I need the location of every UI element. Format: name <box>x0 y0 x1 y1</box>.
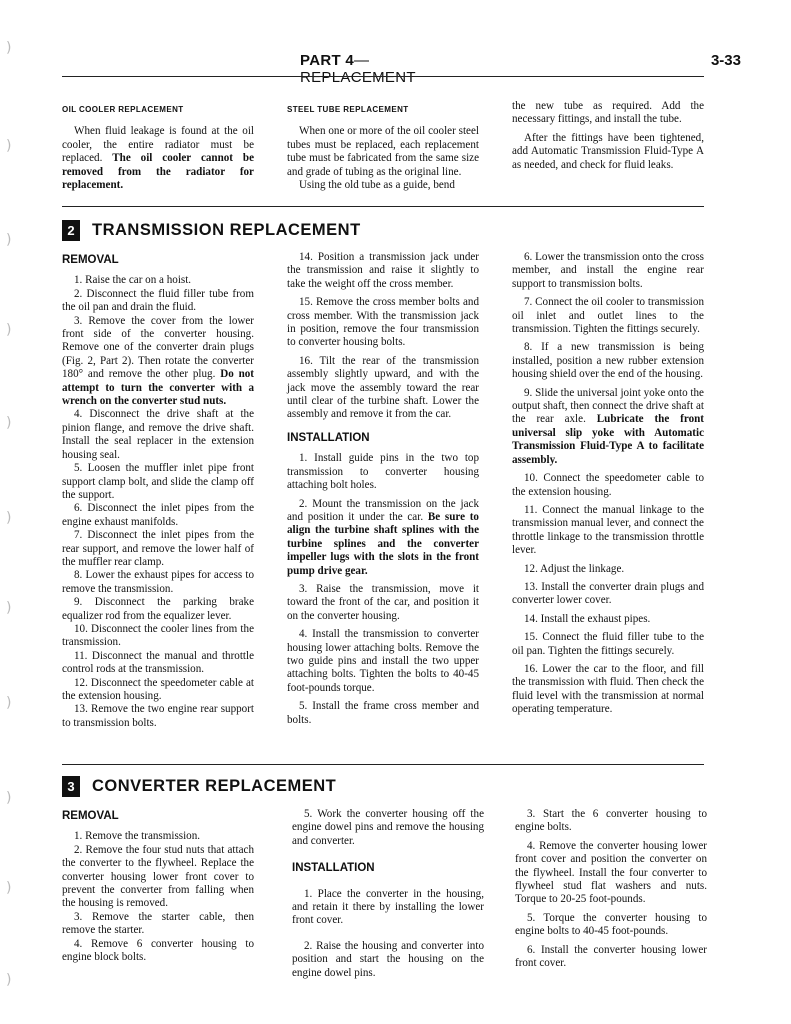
binder-punch-mark: ) <box>6 695 12 711</box>
step-paragraph: 15. Remove the cross member bolts and cross member. With the transmission jack in position, remove the four transmission to converter housing bolts. <box>287 296 479 349</box>
oil-cooler-paragraph: When fluid leakage is found at the oil cooler, the entire radiator must be replaced. The oil cooler cannot be removed from the radiator for replacement. <box>62 125 254 192</box>
transmission-removal-heading: REMOVAL <box>62 254 119 266</box>
step-paragraph: 13. Remove the two engine rear support to transmission bolts. <box>62 703 254 729</box>
step-paragraph: 2. Mount the transmission on the jack and position it under the car. Be sure to align the turbine shaft splines with the turbine splines and the converter impeller lugs with the slots in the front pump drive gear. <box>287 497 479 577</box>
binder-punch-mark: ) <box>6 40 12 56</box>
step-paragraph: 5. Loosen the muffler inlet pipe front support clamp bolt, and slide the clamp off the support. <box>62 462 254 501</box>
binder-punch-mark: ) <box>6 510 12 526</box>
step-paragraph: 1. Remove the transmission. <box>74 830 201 843</box>
steel-tube-paragraph-2: Using the old tube as a guide, bend <box>299 179 455 192</box>
oil-cooler-heading: OIL COOLER REPLACEMENT <box>62 105 184 114</box>
step-paragraph: 10. Connect the speedometer cable to the extension housing. <box>512 472 704 498</box>
step-paragraph: 5. Work the converter housing off the engine dowel pins and remove the housing and converter. <box>292 808 484 847</box>
step-paragraph: 4. Disconnect the drive shaft at the pinion flange, and remove the drive shaft. Install the seal replacer in the extension housing seal. <box>62 408 254 461</box>
section-3-title: CONVERTER REPLACEMENT <box>92 777 337 795</box>
step-paragraph: 3. Remove the starter cable, then remove the starter. <box>62 910 254 937</box>
step-paragraph: 4. Install the transmission to converter housing lower attaching bolts. Remove the two guide pins and install the two upper attaching bolts. Tighten the bolts to 40-45 foot-pounds torque. <box>287 628 479 694</box>
binder-punch-mark: ) <box>6 232 12 248</box>
step-paragraph: 13. Install the converter drain plugs and converter lower cover. <box>512 580 704 607</box>
step-paragraph: 9. Disconnect the parking brake equalizer rod from the equalizer lever. <box>62 596 254 622</box>
transmission-installation-continued-column <box>512 251 704 722</box>
page-header-title <box>300 52 480 86</box>
part-label: PART 4 <box>300 52 355 69</box>
binder-punch-mark: ) <box>6 600 12 616</box>
step-paragraph: 4. Remove 6 converter housing to engine block bolts. <box>62 937 254 964</box>
step-paragraph: 1. Install guide pins in the two top transmission to converter housing attaching bolt holes. <box>287 452 479 492</box>
step-paragraph: 7. Connect the oil cooler to transmission oil inlet and outlet lines to the transmission. Tighten the fittings securely. <box>512 296 704 336</box>
page-number: 3-33 <box>710 52 741 69</box>
step-paragraph: 1. Raise the car on a hoist. <box>74 274 192 287</box>
part-title: —REPLACEMENT <box>300 52 416 86</box>
step-paragraph: 3. Remove the cover from the lower front side of the converter housing. Remove one of the converter drain plugs (Fig. 2, Part 2). Then rotate the converter 180° and remove the other plug. Do not attempt to turn the converter with a wrench on the converter stud nuts. <box>62 314 255 408</box>
converter-installation-heading: INSTALLATION <box>292 862 375 875</box>
step-paragraph: 16. Lower the car to the floor, and fill the transmission with fluid. Then check the fluid level with the transmission at normal operating temperature. <box>512 662 704 716</box>
converter-installation-continued-column <box>515 808 707 975</box>
section-3-heading <box>62 776 336 797</box>
section-2-title: TRANSMISSION REPLACEMENT <box>92 221 361 239</box>
steel-tube-heading: STEEL TUBE REPLACEMENT <box>287 105 409 114</box>
transmission-removal-column <box>62 254 254 730</box>
step-paragraph: 3. Start the 6 converter housing to engine bolts. <box>515 808 707 834</box>
step-paragraph: 3. Raise the transmission, move it toward the front of the car, and position it on the converter housing. <box>287 582 479 622</box>
step-paragraph: 14. Position a transmission jack under the transmission and raise it slightly to take the weight off the cross member. <box>287 251 479 290</box>
step-paragraph: 2. Remove the four stud nuts that attach the converter to the flywheel. Replace the converter housing lower front cover to prevent the converter from falling when the housing is removed. <box>62 843 254 910</box>
step-paragraph: 12. Disconnect the speedometer cable at the extension housing. <box>62 676 254 702</box>
converter-removal-installation-column <box>292 808 484 985</box>
binder-punch-mark: ) <box>6 322 12 338</box>
step-paragraph: 9. Slide the universal joint yoke onto the output shaft, then connect the drive shaft at the rear axle. Lubricate the front universal slip yoke with Automatic Transmission Fluid-Type A to facilitate assembly. <box>512 386 704 466</box>
binder-punch-mark: ) <box>6 790 12 806</box>
binder-punch-mark: ) <box>6 972 12 988</box>
step-paragraph: 6. Disconnect the inlet pipes from the engine exhaust manifolds. <box>62 502 254 528</box>
step-paragraph: 2. Raise the housing and converter into position and start the housing on the engine dowel pins. <box>292 939 484 979</box>
step-paragraph: 5. Torque the converter housing to engine bolts to 40-45 foot-pounds. <box>515 911 707 938</box>
step-paragraph: 11. Disconnect the manual and throttle control rods at the transmission. <box>62 649 254 676</box>
step-paragraph: 12. Adjust the linkage. <box>524 562 625 575</box>
steel-tube-replacement-column <box>287 103 479 197</box>
step-paragraph: 7. Disconnect the inlet pipes from the rear support, and remove the lower half of the muffler rear clamp. <box>62 529 254 568</box>
section-divider-rule <box>62 764 704 765</box>
steel-tube-paragraph-1: When one or more of the oil cooler steel tubes must be replaced, each replacement tube must be fabricated from the same size and grade of tubing as the original line. <box>287 125 479 178</box>
step-paragraph: 11. Connect the manual linkage to the transmission manual lever, and connect the throttle linkage to the transmission throttle lever. <box>512 503 704 557</box>
section-2-heading <box>62 220 361 241</box>
step-paragraph: 4. Remove the converter housing lower front cover and position the converter on the flywheel. Install the four converter to flywheel stud flat washers and nuts. Torque to 20-25 foot-pounds. <box>515 839 707 906</box>
section-3-number-badge: 3 <box>62 776 80 797</box>
step-paragraph: 15. Connect the fluid filler tube to the oil pan. Tighten the fittings securely. <box>512 631 704 657</box>
converter-removal-heading: REMOVAL <box>62 810 119 822</box>
converter-removal-column <box>62 810 254 964</box>
step-paragraph: 6. Install the converter housing lower front cover. <box>515 943 707 970</box>
oil-cooler-replacement-column <box>62 103 254 197</box>
step-paragraph: 14. Install the exhaust pipes. <box>524 612 651 625</box>
binder-punch-mark: ) <box>6 415 12 431</box>
step-paragraph: 8. Lower the exhaust pipes for access to remove the transmission. <box>62 569 254 595</box>
step-paragraph: 1. Place the converter in the housing, and retain it there by installing the lower front cover. <box>292 887 484 927</box>
header-rule <box>62 76 704 77</box>
step-paragraph: 8. If a new transmission is being installed, position a new rubber extension housing shield over the end of the housing. <box>512 341 704 381</box>
transmission-installation-heading: INSTALLATION <box>287 431 370 444</box>
binder-punch-mark: ) <box>6 138 12 154</box>
section-divider-rule <box>62 206 704 207</box>
steel-tube-paragraph-3: the new tube as required. Add the necessary fittings, and install the tube. <box>512 100 704 126</box>
step-paragraph: 5. Install the frame cross member and bolts. <box>287 700 479 726</box>
step-paragraph: 6. Lower the transmission onto the cross member, and install the engine rear support to transmission bolts. <box>512 251 704 290</box>
step-paragraph: 16. Tilt the rear of the transmission assembly slightly upward, and with the jack move the assembly toward the rear until clear of the turbine shaft. Lower the assembly and remove it from the car. <box>287 354 479 421</box>
step-paragraph: 2. Disconnect the fluid filler tube from the oil pan and drain the fluid. <box>62 287 254 314</box>
steel-tube-continued-column <box>512 100 704 177</box>
binder-punch-mark: ) <box>6 880 12 896</box>
steel-tube-paragraph-4: After the fittings have been tightened, add Automatic Transmission Fluid-Type A as needed, and check for fluid leaks. <box>512 131 704 171</box>
section-2-number-badge: 2 <box>62 220 80 241</box>
step-paragraph: 10. Disconnect the cooler lines from the transmission. <box>62 622 254 649</box>
transmission-removal-installation-column <box>287 251 479 732</box>
